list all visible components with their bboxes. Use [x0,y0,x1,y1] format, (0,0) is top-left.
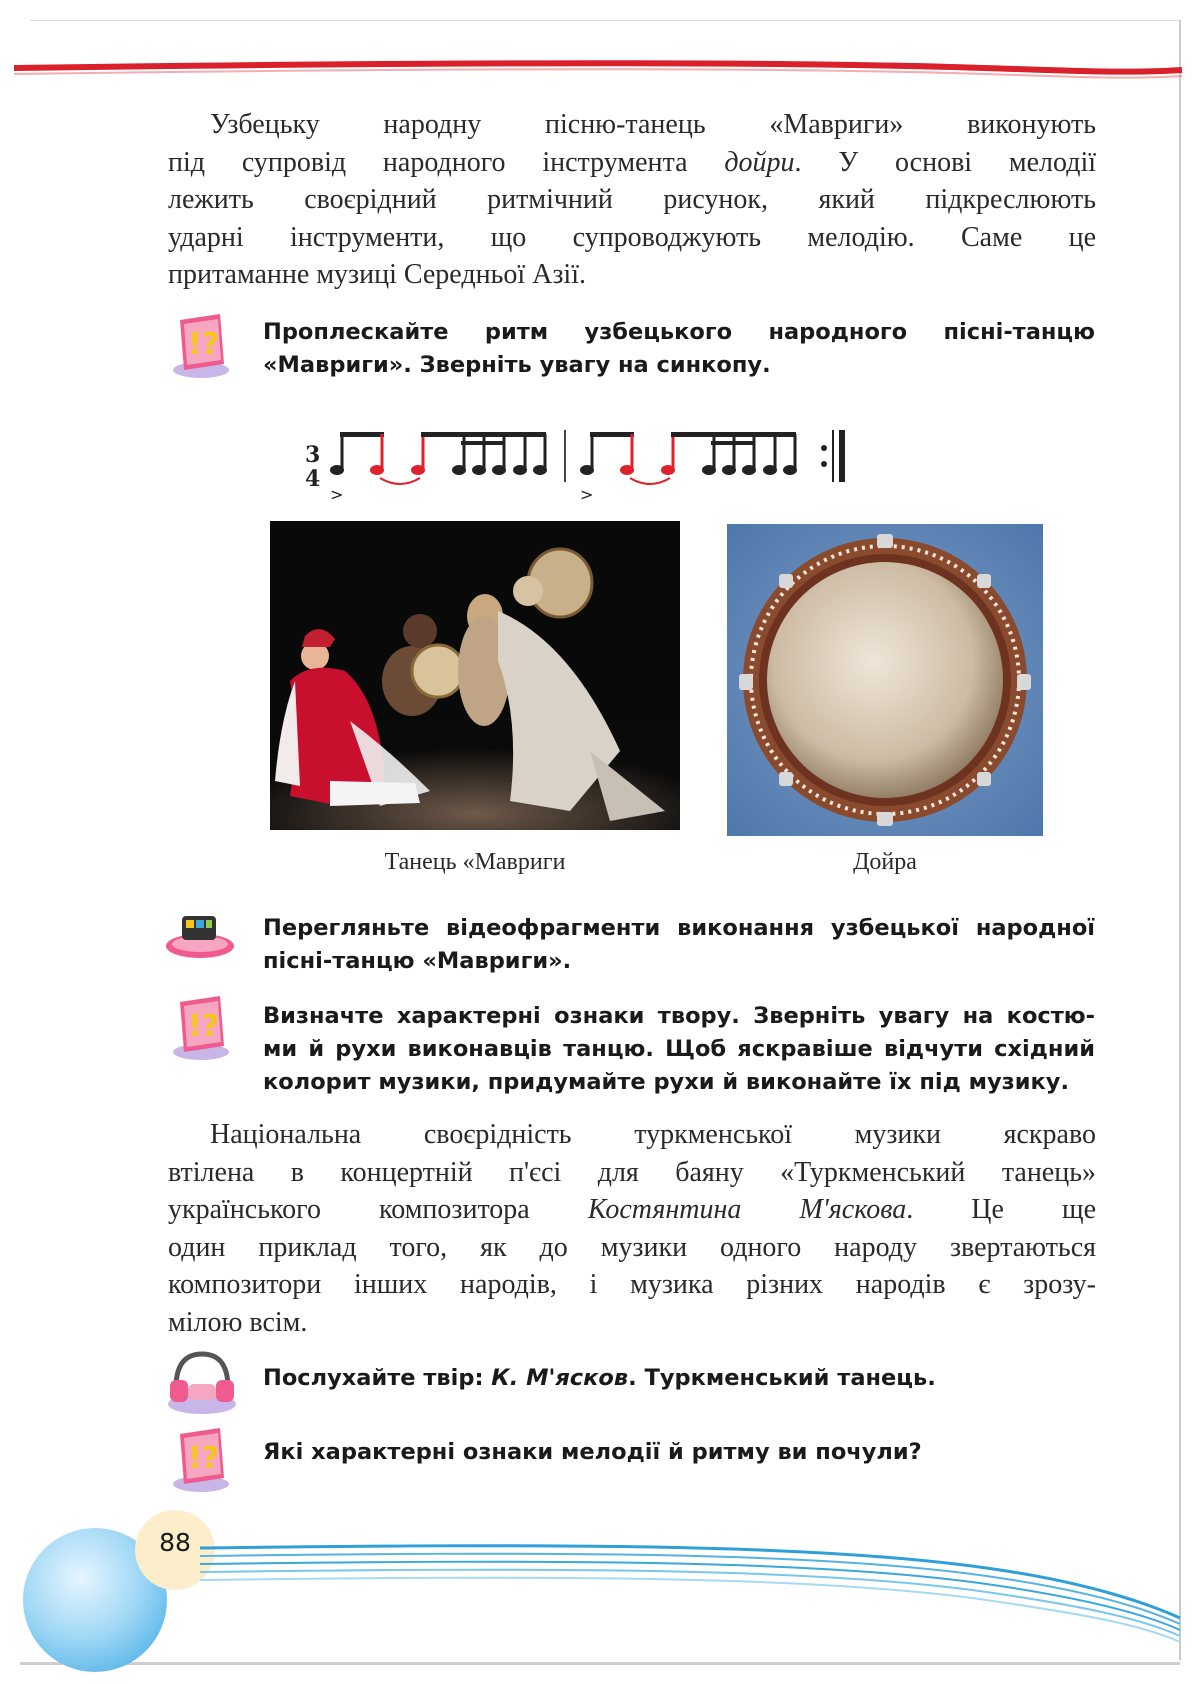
paragraph-line: один приклад того, як до музики одного народу звертаються [168,1231,1096,1263]
task-line: ми й рухи виконавців танцю. Щоб яскравіше відчути східний [263,1036,1095,1062]
task-line [263,1362,1095,1395]
paragraph-line: композитори інших народів, і музика різних народів є зрозу- [168,1269,1096,1300]
text-run: . Це ще [906,1194,1097,1225]
question-exclamation-icon [168,994,238,1066]
page-border-top [30,20,1180,21]
svg-text:!?: !? [188,1009,220,1044]
doira-photo-caption: Дойра [853,849,917,875]
composer-name: Костянтина М'яскова [587,1194,907,1225]
task-line: Визначте характерні ознаки твору. Зверніть увагу на костю- [263,1003,1095,1029]
task-listen [263,1362,1095,1395]
paragraph-turkmen [168,1116,1096,1341]
svg-text:!?: !? [188,1441,220,1476]
paragraph-line: мілою всім. [168,1306,308,1338]
paragraph-line: притаманне музиці Середньої Азії. [168,259,586,290]
instrument-name: дойри [724,146,795,178]
svg-text:!?: !? [188,327,220,362]
task-line: Які характерні ознаки мелодії й ритму ви почули? [263,1439,922,1465]
svg-text:>: > [580,485,594,504]
question-exclamation-icon [168,1426,238,1498]
text-run: Послухайте твір: [263,1365,492,1391]
task-question [263,1436,1095,1469]
svg-text:>: > [330,485,344,504]
repeat-sign [821,430,845,482]
text-run: . У основі мелодії [794,146,1096,178]
paragraph-line: Національна своєрідність туркменської музики яскраво [210,1119,1096,1150]
task-line: Перегляньте відеофрагменти виконання узбецької народної [263,915,1095,941]
task-line: пісні-танцю «Мавриги». [263,948,572,974]
question-exclamation-icon [168,312,238,384]
paragraph-line [168,144,1096,182]
measure-1 [330,432,547,504]
measure-2 [580,432,797,504]
paragraph-line: втілена в концертній п'єсі для баяну «Туркменський танець» [168,1156,1096,1188]
page-border-right [1179,20,1181,1660]
header-stripe [0,40,1192,90]
paragraph-line: лежить своєрідний ритмічний рисунок, який підкреслюють [168,184,1096,215]
time-signature-bottom: 4 [305,466,321,492]
doira-photo [727,524,1043,836]
video-camera-icon [164,906,236,962]
paragraph-line: ударні інструменти, що супроводжують мелодію. Саме це [168,221,1096,253]
paragraph-intro [168,106,1096,294]
composer-name: К. М'ясков [491,1365,629,1391]
time-signature-top: 3 [305,442,321,468]
rhythm-notation [300,420,920,504]
page-number: 88 [159,1528,191,1557]
task-line: Проплескайте ритм узбецького народного пісні-танцю [263,319,1095,345]
task-identify-features [263,1000,1095,1099]
task-watch-video [263,912,1095,978]
task-clap-rhythm [263,316,1095,382]
text-run: . Туркменський танець. [628,1365,936,1391]
dance-photo-caption: Танець «Мавриги [384,849,566,875]
task-line: колорит музики, придумайте рухи й виконайте їх під музику. [263,1069,1070,1095]
headphones-icon [164,1348,240,1418]
task-line: «Мавриги». Зверніть увагу на синкопу. [263,352,771,378]
paragraph-line: Узбецьку народну пісню-танець «Мавриги» виконують [210,109,1096,140]
paragraph-line [168,1191,1096,1229]
text-run: під супровід народного інструмента [168,146,725,178]
text-run: українського композитора [168,1194,588,1225]
dance-photo [270,521,680,830]
